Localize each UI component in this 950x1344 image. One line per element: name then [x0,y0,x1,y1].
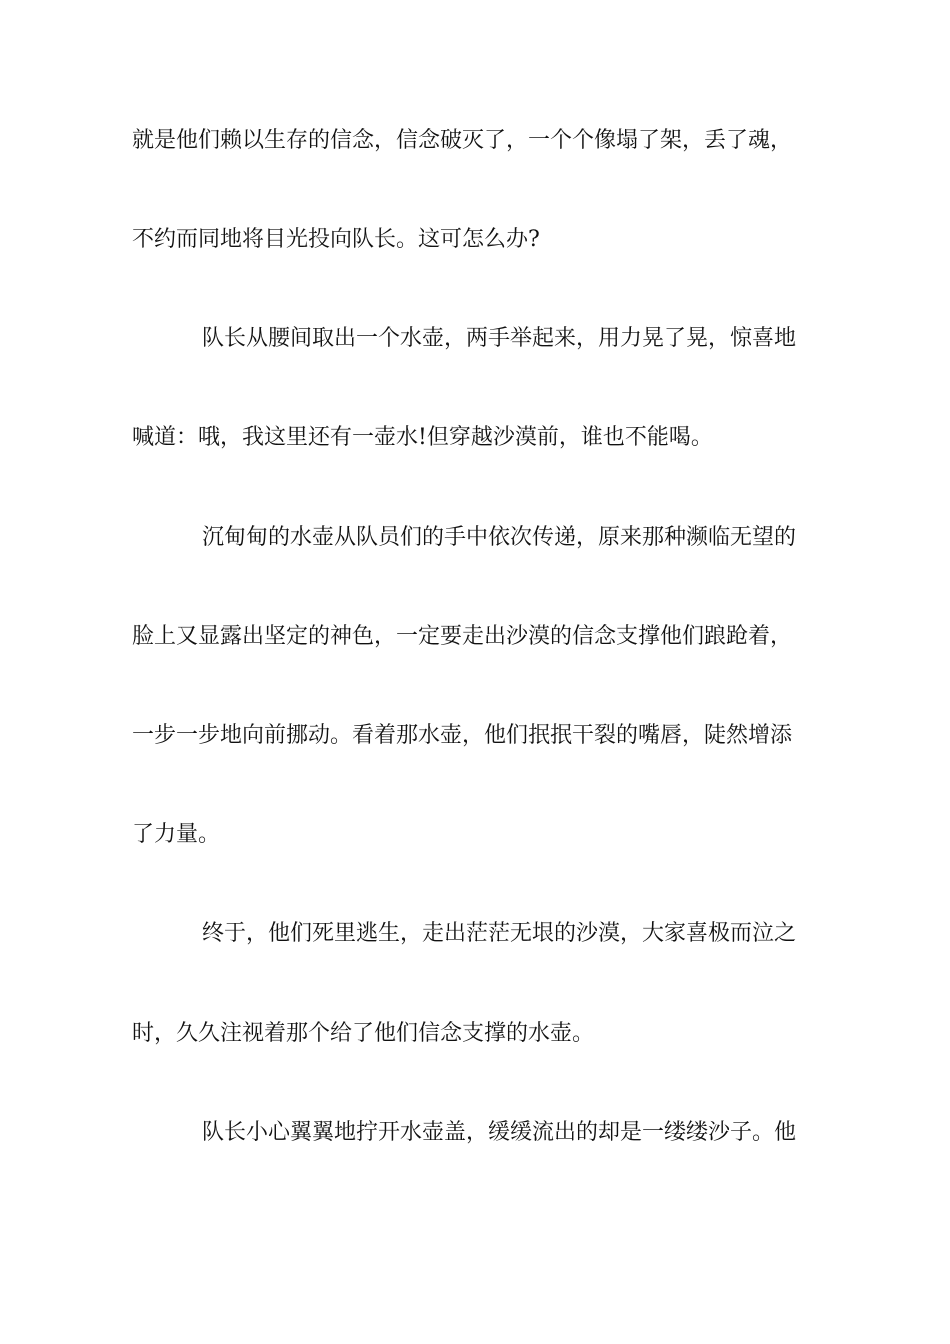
text-line-2: 不约而同地将目光投向队长。这可怎么办? [132,227,540,252]
text-line-10: 时，久久注视着那个给了他们信念支撑的水壶。 [132,1021,595,1046]
text-line-4: 喊道：哦，我这里还有一壶水!但穿越沙漠前，谁也不能喝。 [132,425,713,450]
text-line-11: 队长小心翼翼地拧开水壶盖，缓缓流出的却是一缕缕沙子。他 [202,1120,797,1145]
text-line-7: 一步一步地向前挪动。看着那水壶，他们抿抿干裂的嘴唇，陡然增添 [132,723,793,748]
text-line-3: 队长从腰间取出一个水壶，两手举起来，用力晃了晃，惊喜地 [202,326,797,351]
text-line-6: 脸上又显露出坚定的神色，一定要走出沙漠的信念支撑他们踉跄着， [132,624,793,649]
text-line-1: 就是他们赖以生存的信念，信念破灭了，一个个像塌了架，丢了魂， [132,128,793,153]
text-line-8: 了力量。 [132,822,221,847]
text-line-5: 沉甸甸的水壶从队员们的手中依次传递，原来那种濒临无望的 [202,525,797,550]
text-line-9: 终于，他们死里逃生，走出茫茫无垠的沙漠，大家喜极而泣之 [202,921,797,946]
